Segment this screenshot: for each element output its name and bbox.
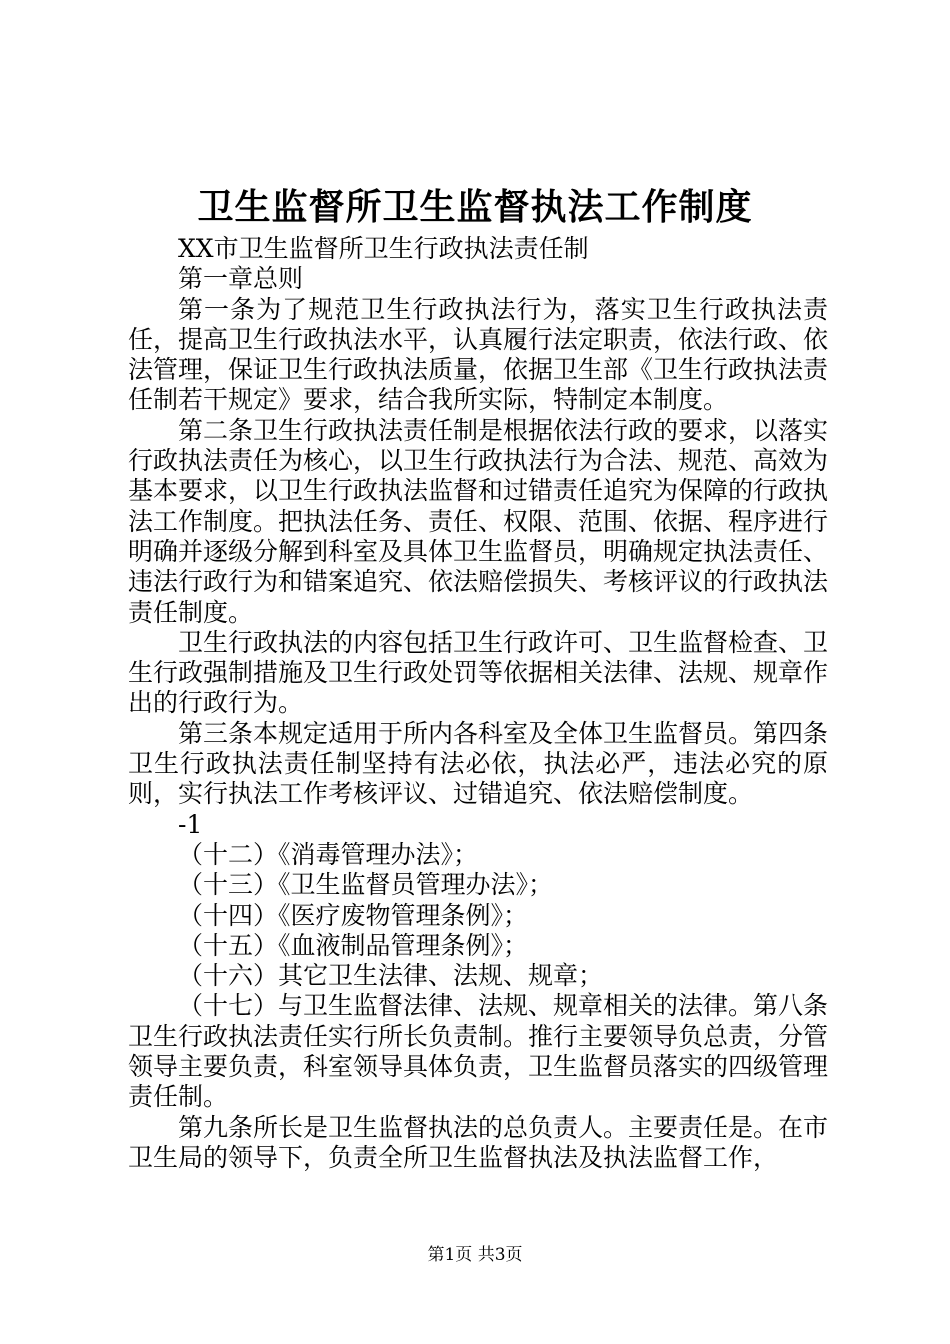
document-title: 卫生监督所卫生监督执法工作制度 <box>197 186 753 228</box>
list-item: （十六）其它卫生法律、法规、规章； <box>178 961 604 991</box>
list-item: （十七）与卫生监督法律、法规、规章相关的法律。第八条卫生行政执法责任实行所长负责制。推行主要领导负总责，分管领导主要负责，科室领导具体负责，卫生监督员落实的四级管理责任制。 <box>128 991 829 1112</box>
list-item: （十二）《消毒管理办法》； <box>178 839 479 869</box>
paragraph-heading-1: XX市卫生监督所卫生行政执法责任制 <box>178 234 589 263</box>
list-item: （十三）《卫生监督员管理办法》； <box>178 870 554 900</box>
paragraph: 第二条卫生行政执法责任制是根据依法行政的要求，以落实行政执法责任为核心，以卫生行政执法行为合法、规范、高效为基本要求，以卫生行政执法监督和过错责任追究为保障的行政执法工作制度。把执法任务、责任、权限、范围、依据、程序进行明确并逐级分解到科室及具体卫生监督员，明确规定执法责任、违法行政行为和错案追究、依法赔偿损失、考核评议的行政执法责任制度。 <box>128 415 829 627</box>
list-item: （十四）《医疗废物管理条例》； <box>178 900 529 930</box>
list-item: （十五）《血液制品管理条例》； <box>178 930 529 960</box>
paragraph: 第一条为了规范卫生行政执法行为，落实卫生行政执法责任，提高卫生行政执法水平，认真履行法定职责，依法行政、依法管理，保证卫生行政执法质量，依据卫生部《卫生行政执法责任制若干规定》要求，结合我所实际，特制定本制度。 <box>128 294 829 415</box>
page-footer: 第1页 共3页 <box>427 1245 523 1265</box>
paragraph-chapter: 第一章总则 <box>178 264 304 294</box>
paragraph: 第三条本规定适用于所内各科室及全体卫生监督员。第四条卫生行政执法责任制坚持有法必依，执法必严，违法必究的原则，实行执法工作考核评议、过错追究、依法赔偿制度。 <box>128 718 829 809</box>
paragraph: 第九条所长是卫生监督执法的总负责人。主要责任是。在市卫生局的领导下，负责全所卫生监督执法及执法监督工作， <box>128 1112 829 1172</box>
paragraph: 卫生行政执法的内容包括卫生行政许可、卫生监督检查、卫生行政强制措施及卫生行政处罚等依据相关法律、法规、规章作出的行政行为。 <box>128 627 829 718</box>
document-body <box>128 234 828 1173</box>
page-marker: -1 <box>178 809 203 839</box>
